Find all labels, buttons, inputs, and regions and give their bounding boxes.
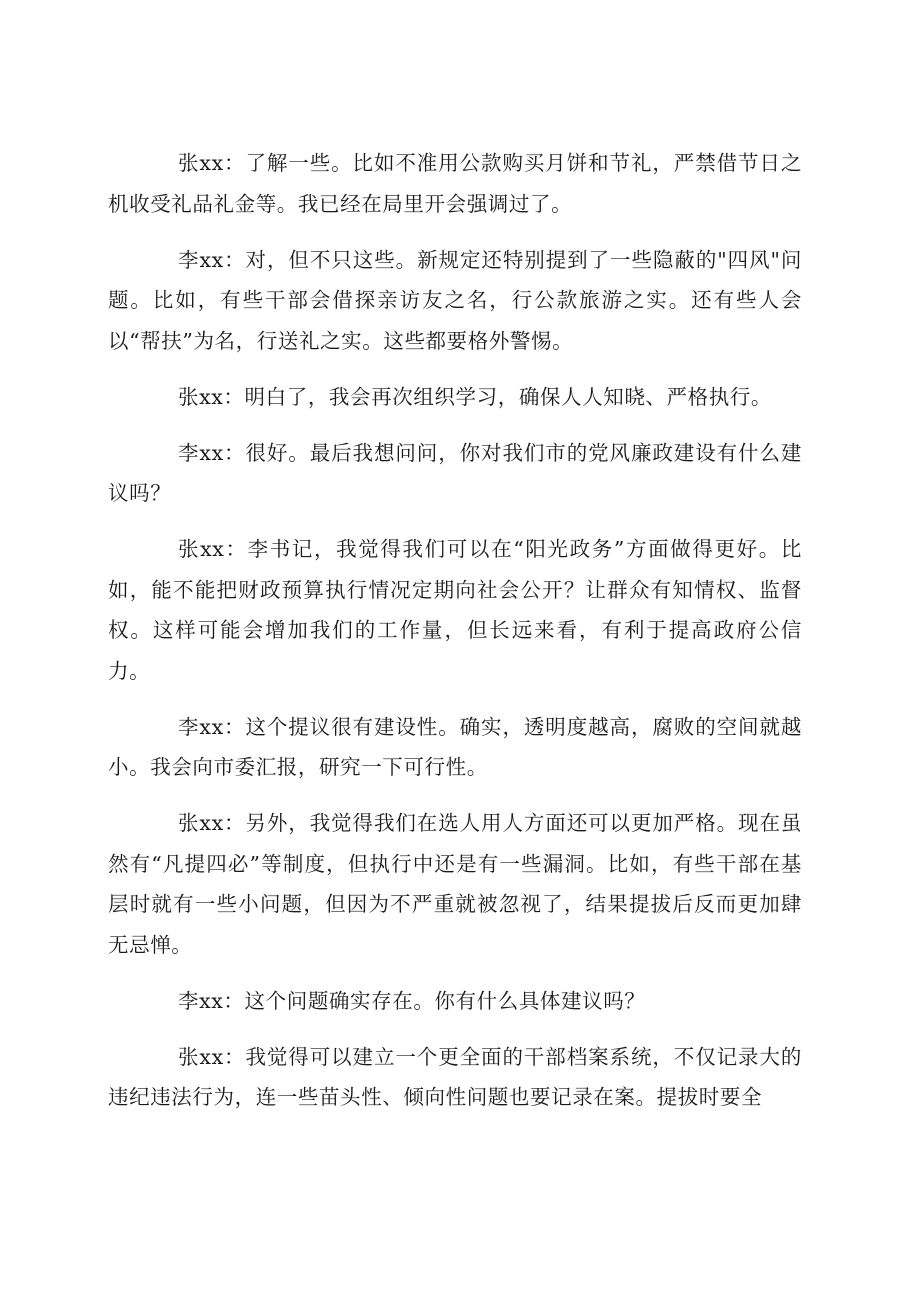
dialogue-paragraph: 张xx：我觉得可以建立一个更全面的干部档案系统，不仅记录大的违纪违法行为，连一些苗头性、倾向性问题也要记录在案。提拔时要全 bbox=[108, 1044, 802, 1109]
dialogue-paragraph: 李xx：这个问题确实存在。你有什么具体建议吗？ bbox=[178, 988, 646, 1013]
dialogue-paragraph: 李xx：对，但不只这些。新规定还特别提到了一些隐蔽的"四风"问题。比如，有些干部会借探亲访友之名，行公款旅游之实。还有些人会以“帮扶”为名，行送礼之实。这些都要格外警惕。 bbox=[108, 247, 802, 353]
dialogue-paragraph: 张xx：明白了，我会再次组织学习，确保人人知晓、严格执行。 bbox=[178, 384, 773, 409]
dialogue-paragraph: 李xx：很好。最后我想问问，你对我们市的党风廉政建设有什么建议吗？ bbox=[108, 440, 802, 505]
dialogue-paragraph: 张xx：了解一些。比如不准用公款购买月饼和节礼，严禁借节日之机收受礼品礼金等。我已经在局里开会强调过了。 bbox=[108, 151, 802, 216]
dialogue-paragraph: 李xx：这个提议很有建设性。确实，透明度越高，腐败的空间就越小。我会向市委汇报，研究一下可行性。 bbox=[108, 714, 802, 779]
dialogue-paragraph: 张xx：李书记，我觉得我们可以在“阳光政务”方面做得更好。比如，能不能把财政预算执行情况定期向社会公开？让群众有知情权、监督权。这样可能会增加我们的工作量，但长远来看，有利于提高政府公信力。 bbox=[108, 537, 802, 683]
dialogue-paragraph: 张xx：另外，我觉得我们在选人用人方面还可以更加严格。现在虽然有“凡提四必”等制度，但执行中还是有一些漏洞。比如，有些干部在基层时就有一些小问题，但因为不严重就被忽视了，结果提拔后反而更加肆无忌惮。 bbox=[108, 811, 802, 957]
document-body bbox=[108, 143, 802, 1133]
